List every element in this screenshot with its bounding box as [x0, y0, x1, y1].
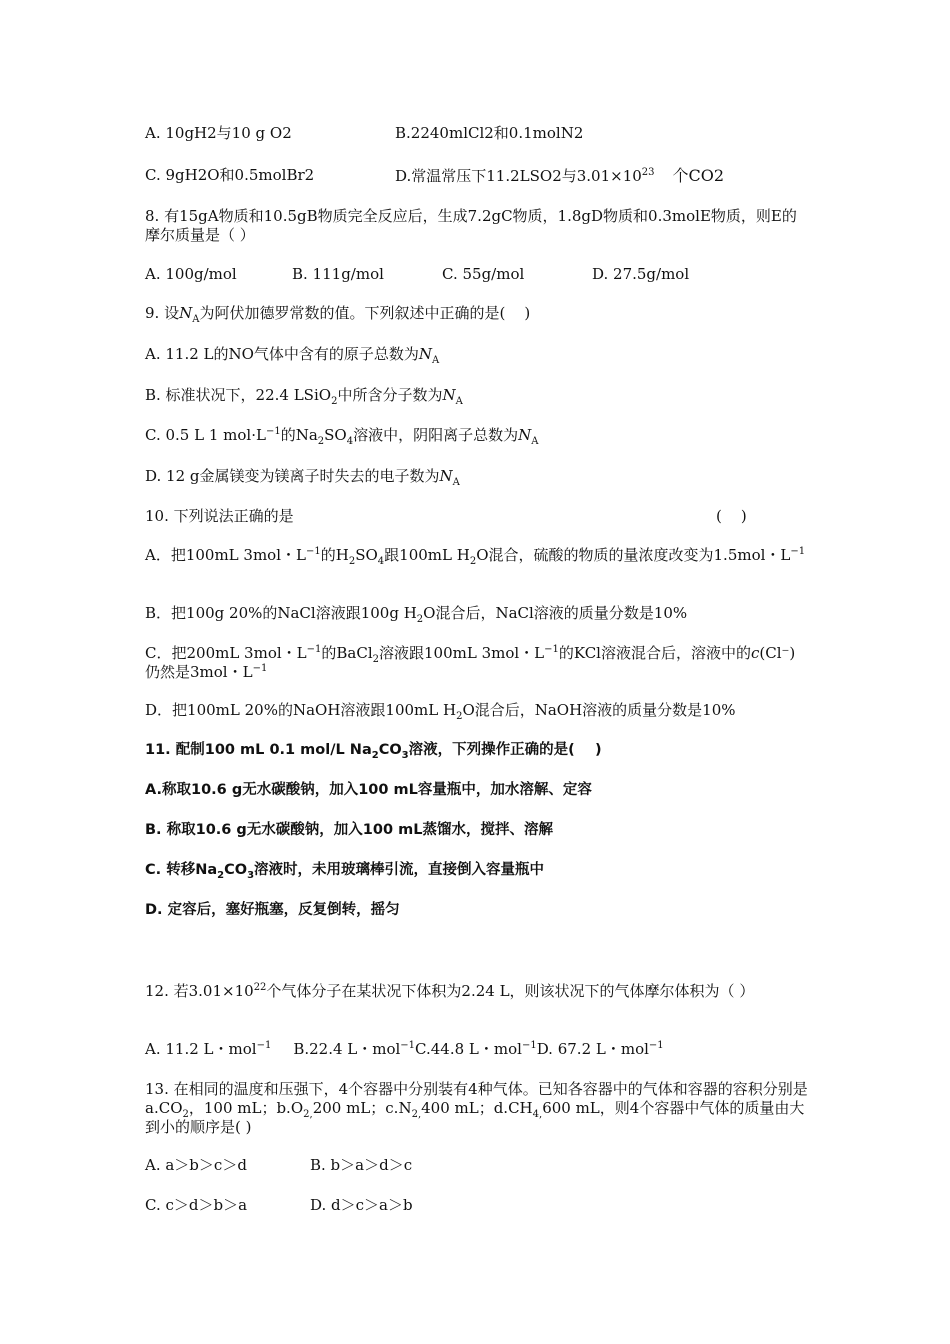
q8-stem: 8. 有15gA物质和10.5gB物质完全反应后，生成7.2gC物质，1.8gD物质和0.3molE物质，则E的摩尔质量是（ ） — [145, 207, 797, 244]
q13-options-cd: C. c＞d＞b＞a D. d＞c＞a＞b — [145, 1196, 413, 1214]
q10-option-a: A．把100mL 3mol・$L^{-1}$的$H_2SO_4$跟100mL $H_2O$混合，硫酸的物质的量浓度改变为1.5mol・$L^{-1}$ — [145, 546, 806, 567]
q13-options-ab: A. a＞b＞c＞d B. b＞a＞d＞c — [145, 1156, 413, 1174]
q11-option-a: A.称取10.6 g无水碳酸钠，加入100 mL容量瓶中，加水溶解、定容 — [145, 782, 592, 798]
q9-option-c: C. 0.5 L 1 $mol\cdot L^{-1}$的$Na_2SO_4$溶液中，阴阳离子总数为$N_A$ — [145, 426, 539, 447]
q8-options: A. 100g/mol B. 111g/mol C. 55g/mol D. 27.5g/mol — [145, 265, 690, 283]
q12-options: A. 11.2 L・mol$^{-1}$ B.22.4 L・mol$^{-1}$C.44.8 L・mol$^{-1}$D. 67.2 L・mol$^{-1}$ — [145, 1040, 664, 1058]
q9-stem: 9. 设$N_A$为阿伏加德罗常数的值。下列叙述中正确的是( ) — [145, 304, 531, 325]
q10-stem: 10. 下列说法正确的是 — [145, 507, 294, 525]
q10-option-b: B．把100g 20%的NaCl溶液跟100g $H_2O$混合后，NaCl溶液的质量分数是10% — [145, 604, 688, 625]
q7-option-b: B.2240mlCl2和0.1molN2 — [395, 124, 584, 142]
q11-option-d: D. 定容后，塞好瓶塞，反复倒转，摇匀 — [145, 902, 400, 918]
q11-option-c: C. 转移$Na_2CO_3$溶液时，未用玻璃棒引流，直接倒入容量瓶中 — [145, 862, 545, 881]
q11-option-b: B. 称取10.6 g无水碳酸钠，加入100 mL蒸馏水，搅拌、溶解 — [145, 822, 553, 838]
q10-option-c: C．把200mL 3mol・$L^{-1}$的BaCl$_2$溶液跟100mL 3mol・$L^{-1}$的KCl溶液混合后，溶液中的c(Cl⁻)仍然是3mol・$L^{-1}$ — [145, 644, 796, 681]
q7-option-d: D.常温常压下11.2LSO2与$3.01\times 10^{23}$ 个CO2 — [395, 166, 725, 185]
q9-option-a: A. 11.2 L的NO气体中含有的原子总数为$N_A$ — [145, 345, 440, 366]
q11-stem: 11. 配制100 mL 0.1 mol/L $Na_2CO_3$溶液，下列操作正确的是( ) — [145, 742, 602, 761]
q12-stem: 12. 若$3.01\times 10^{22}$个气体分子在某状况下体积为2.24 L，则该状况下的气体摩尔体积为（ ） — [145, 982, 755, 1000]
q10-option-d: D．把100mL 20%的NaOH溶液跟100mL $H_2O$混合后，NaOH溶液的质量分数是10% — [145, 701, 736, 722]
q9-option-b: B. 标准状况下，22.4 LSiO$_2$中所含分子数为$N_A$ — [145, 386, 463, 407]
q13-stem: 13. 在相同的温度和压强下，4个容器中分别装有4种气体。已知各容器中的气体和容器的容积分别是$a.CO_2$，100 mL；$b.O_{2,}200$ mL；$c.N_{2,}400$ mL；$d.CH_{4,}600$ mL，则4个容器中气体的质量由大到小的顺序是( ) — [145, 1080, 808, 1136]
q9-option-d: D. 12 g金属镁变为镁离子时失去的电子数为$N_A$ — [145, 467, 460, 488]
q10-bracket: ( ) — [716, 507, 747, 525]
q7-option-c: C. 9gH2O和0.5molBr2 — [145, 166, 315, 184]
q7-option-a: A. 10gH2与10 g O2 — [145, 124, 292, 142]
